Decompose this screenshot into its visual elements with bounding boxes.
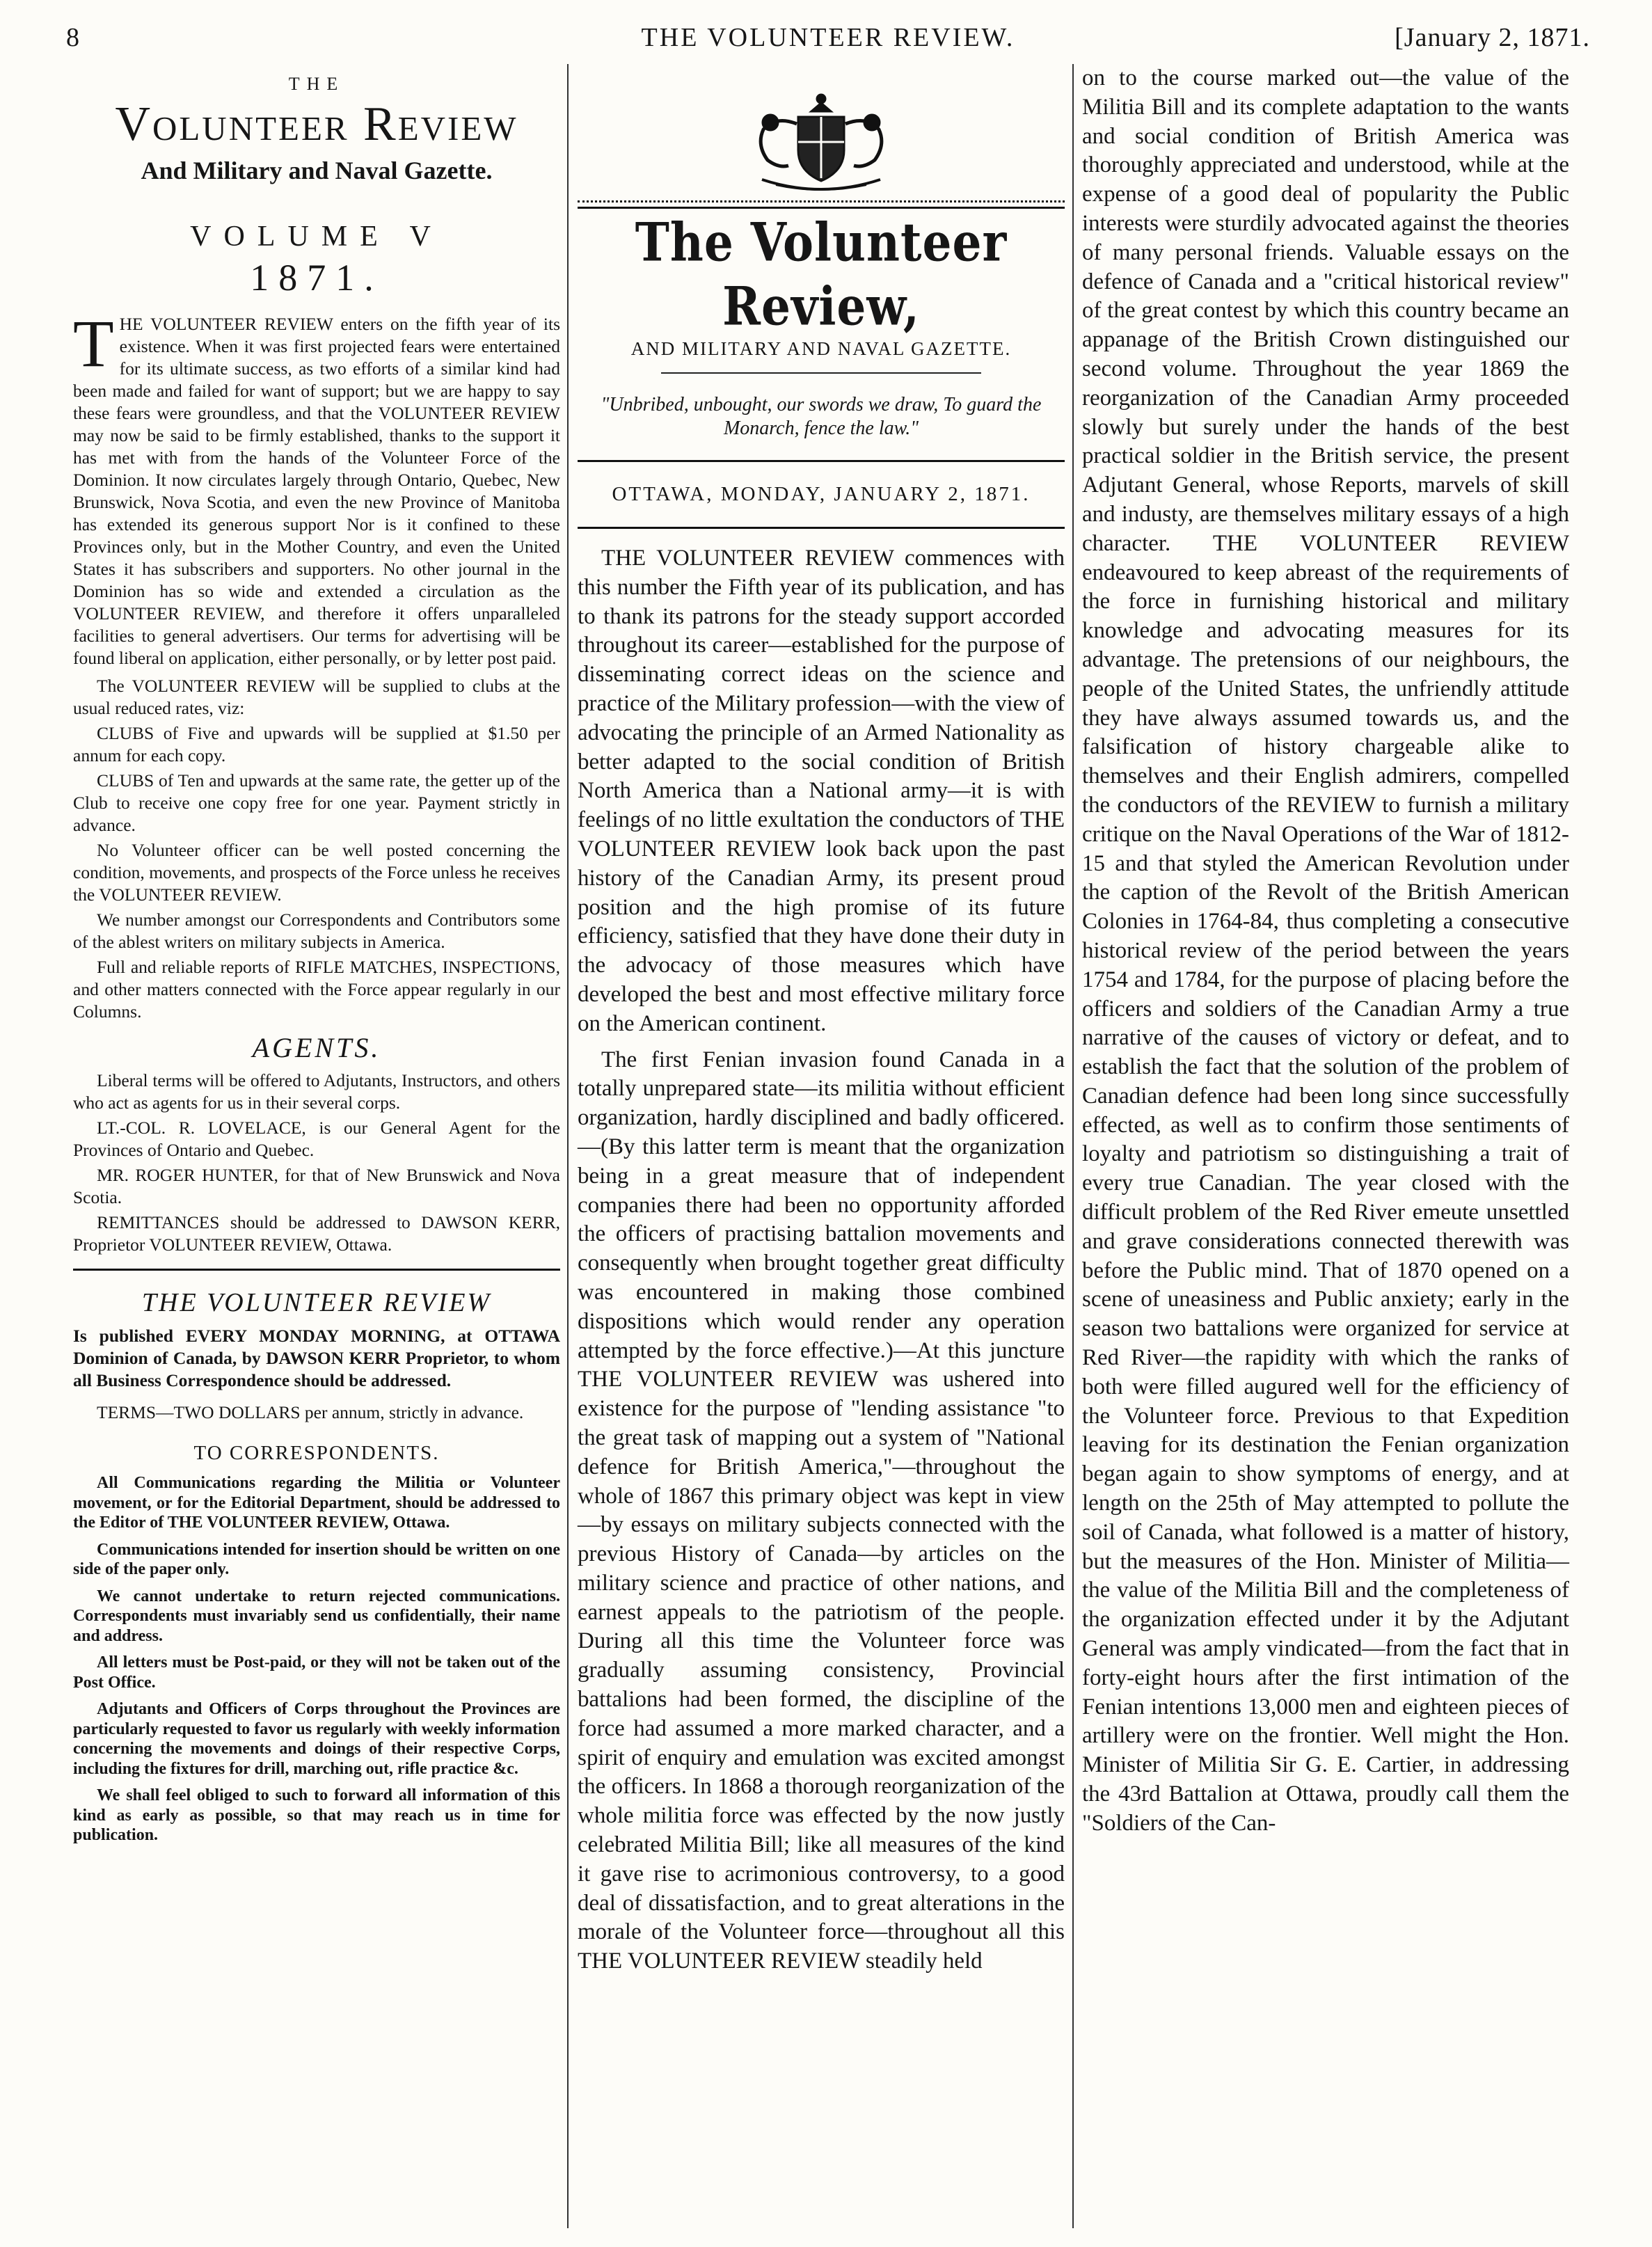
section-rule (73, 1269, 560, 1271)
correspondence-rule-6: We shall feel obliged to such to forward all information of this kind as early as possible, so that may reach us in time for publication. (73, 1786, 560, 1844)
dateline-rule-bottom (578, 527, 1065, 529)
column-divider (1072, 64, 1074, 2228)
royal-coat-of-arms-icon (734, 89, 908, 193)
agent-lovelace: LT.-COL. R. LOVELACE, is our General Agent for the Provinces of Ontario and Quebec. (73, 1118, 560, 1160)
remittances-notice: REMITTANCES should be addressed to DAWSON KERR, Proprietor VOLUNTEER REVIEW, Ottawa. (73, 1212, 560, 1255)
correspondence-rule-1: All Communications regarding the Militia or Volunteer movement, or for the Editorial Department, should be addressed to the Editor of THE VOLUNTEER REVIEW, Ottawa. (73, 1474, 560, 1532)
editorial-paragraph-2: The first Fenian invasion found Canada in a totally unprepared state—its militia without efficient organization, hardly disciplined and badly officered.—(By this latter term is meant that the organization being in a great measure that of independent companies there had been no opportunity afforded the officers of practising battalion movements and consequently when brought together great difficulty was encountered in making those combined dispositions which would render any operation attempted by the force effective.)—At this juncture THE VOLUNTEER REVIEW was ushered into existence for the purpose of "lending assistance "to the great task of mapping out a system of "National defence for British America,"—throughout the whole of 1867 this primary object was kept in view—by essays on military subjects connected with the previous History of Canada—by articles on the military science and practice of other nations, and earnest appeals to the patriotism of the people. During all this time the Volunteer force was gradually assuming consistency, Provincial battalions had been formed, the discipline of the force had assumed a more marked character, and a spirit of enquiry and emulation was excited amongst the officers. In 1868 a thorough reorganization of the whole militia force was effected by the now justly celebrated Militia Bill; like all measures of the kind it gave rise to acrimonious controversy, to a good deal of dissatisfaction, and to great alterations in the morale of the Volunteer force—throughout all this THE VOLUNTEER REVIEW steadily held (578, 1047, 1065, 1974)
column-left (73, 64, 560, 1845)
clubs-five: CLUBS of Five and upwards will be supplied at $1.50 per annum for each copy. (73, 723, 560, 765)
to-correspondents-heading: TO CORRESPONDENTS. (193, 1442, 440, 1464)
clubs-ten: CLUBS of Ten and upwards at the same rate, the getter up of the Club to receive one copy free for one year. Payment strictly in advance. (73, 770, 560, 835)
correspondents-notice: We number amongst our Correspondents and Contributors some of the ablest writers on military subjects in America. (73, 910, 560, 952)
volume-label: VOLUME V (190, 221, 443, 253)
correspondence-rule-2: Communications intended for insertion should be written on one side of the paper only. (73, 1540, 560, 1578)
running-title: THE VOLUNTEER REVIEW. (641, 23, 1015, 52)
paper-subtitle: AND MILITARY AND NAVAL GAZETTE. (630, 338, 1012, 359)
column-right (1082, 64, 1569, 1839)
page-header (66, 19, 1590, 60)
clubs-intro: The VOLUNTEER REVIEW will be supplied to clubs at the usual reduced rates, viz: (73, 676, 560, 718)
agents-terms: Liberal terms will be offered to Adjutants, Instructors, and others who act as agents for us in their several corps. (73, 1070, 560, 1113)
subscription-terms: TERMS—TWO DOLLARS per annum, strictly in advance. (97, 1402, 524, 1422)
masthead-subtitle: And Military and Naval Gazette. (141, 157, 493, 184)
page-number: 8 (66, 23, 80, 52)
masthead-title: Volunteer Review (115, 97, 518, 151)
drop-cap: T (73, 306, 114, 381)
reports-notice: Full and reliable reports of RIFLE MATCHES, INSPECTIONS, and other matters connected with the Force appear regularly in our Columns. (73, 957, 560, 1022)
issue-date: [January 2, 1871. (1395, 23, 1590, 52)
masthead-rule (578, 200, 1065, 209)
publication-heading: THE VOLUNTEER REVIEW (141, 1288, 492, 1317)
agents-heading: AGENTS. (252, 1032, 381, 1063)
correspondence-rule-4: All letters must be Post-paid, or they will not be taken out of the Post Office. (73, 1653, 560, 1692)
subtitle-rule (661, 372, 981, 374)
dateline: OTTAWA, MONDAY, JANUARY 2, 1871. (612, 483, 1031, 505)
column-center (578, 64, 1065, 1976)
paper-name: The Volunteer Review, (635, 211, 1008, 338)
publication-notice: Is published EVERY MONDAY MORNING, at OTTAWA Dominion of Canada, by DAWSON KERR Proprietor, to whom all Business Correspondence should be addressed. (73, 1326, 560, 1390)
correspondence-rule-3: We cannot undertake to return rejected communications. Correspondents must invariably send us confidentially, their name and address. (73, 1587, 560, 1645)
editorial-paragraph-1: THE VOLUNTEER REVIEW commences with this number the Fifth year of its publication, and has to thank its patrons for the steady support accorded throughout its career—established for the purpose of disseminating correct ideas on the science and practice of the Military profession—with the view of advocating the principle of an Armed Nationality as better adapted to the social condition of British North America than a National army—it is with feelings of no little exultation the conductors of THE VOLUNTEER REVIEW look back upon the past history of the Canadian Army, its present proud position and the high promise of its future efficiency, satisfied that they have done their duty in the advocacy of those measures which have developed the best and most effective military force on the American continent. (578, 546, 1065, 1036)
correspondence-rule-5: Adjutants and Officers of Corps throughout the Provinces are particularly requested to favor us regularly with weekly information concerning the movements and doings of their respective Corps, including the fixtures for drill, marching out, rifle practice &c. (73, 1700, 560, 1778)
dateline-rule-top (578, 460, 1065, 462)
officer-notice: No Volunteer officer can be well posted concerning the condition, movements, and prospects of the Force unless he receives the VOLUNTEER REVIEW. (73, 840, 560, 905)
motto: "Unbribed, unbought, our swords we draw, To guard the Monarch, fence the law." (601, 394, 1042, 439)
masthead-the: THE (288, 74, 345, 94)
agent-hunter: MR. ROGER HUNTER, for that of New Brunswick and Nova Scotia. (73, 1165, 560, 1207)
intro-paragraph: THE VOLUNTEER REVIEW enters on the fifth year of its existence. When it was first projected fears were entertained for its ultimate success, as two efforts of a similar kind had been made and failed for want of support; but we are happy to say these fears were groundless, and that the VOLUNTEER REVIEW may now be said to be firmly established, thanks to the support it has met with from the hands of the Volunteer Force of the Dominion. It now circulates largely through Ontario, Quebec, New Brunswick, Nova Scotia, and even the new Province of Manitoba has extended its generous support Nor is it confined to these Provinces only, but in the Mother Country, and even the United States it has subscribers and supporters. No other journal in the Dominion has so wide and extended a circulation as the VOLUNTEER REVIEW, and therefore it offers unparalleled facilities to general advertisers. Our terms for advertising will be found liberal on application, either personally, or by letter post paid. (73, 306, 560, 668)
volume-year: 1871. (250, 257, 383, 299)
editorial-paragraph-3: on to the course marked out—the value of the Militia Bill and its complete adaptation to the wants and social condition of British America was thoroughly appreciated and understood, while at the expense of a good deal of popularity the Public interests were sturdily advocated against the theories of many personal friends. Valuable essays on the defence of Canada and a "critical historical review" of the great contest by which this country became an appanage of the British Crown distinguished our second volume. Throughout the year 1869 the reorganization of the Canadian Army proceeded slowly but surely under the hands of the best practical soldier in the British service, the present Adjutant General, whose Reports, marvels of skill and industy, are themselves military essays of a high character. THE VOLUNTEER REVIEW endeavoured to keep abreast of the requirements of the force in furnishing historical and military knowledge and advocating measures for its advantage. The pretensions of our neighbours, the people of the United States, the unfriendly attitude they have always assumed towards us, and the falsification of history chargeable alike to themselves and their English admirers, compelled the conductors of the REVIEW to furnish a military critique on the Naval Operations of the War of 1812-15 and that styled the American Revolution under the caption of the Revolt of the British American Colonies in 1764-84, thus completing a consecutive historical review of the period between the years 1754 and 1784, for the purpose of placing before the officers and soldiers of the Canadian Army a true narrative of the causes of victory or defeat, and to establish the fact that the solution of the problem of Canadian defence had been long since successfully effected, as well as to confirm those sentiments of loyalty and patriotism so distinguishing a trait of every true Canadian. The year closed with the difficult problem of the Red River emeute unsettled and grave considerations connected therewith was before the Public mind. That of 1870 opened on a scene of uneasiness and Public anxiety; early in the season two battalions were organized for service at Red River—the rapidity with which the ranks of both were filled augured well for the efficiency of the Volunteer force. Previous to that Expedition leaving for its destination the Fenian organization began again to show symptoms of energy, and at length on the 25th of May attempted to pollute the soil of Canada, what followed is a matter of history, but the measures of the Hon. Minister of Militia—the value of the Militia Bill and the completeness of the organization effected under it by the Adjutant General was amply vindicated—from the fact that in forty-eight hours after the first intimation of the Fenian intentions 13,000 men and eighteen pieces of artillery were on the frontier. Well might the Hon. Minister of Militia Sir G. E. Cartier, in addressing the 43rd Battalion at Ottawa, proudly call them the "Soldiers of the Can- (1082, 65, 1569, 1836)
column-divider (567, 64, 569, 2228)
